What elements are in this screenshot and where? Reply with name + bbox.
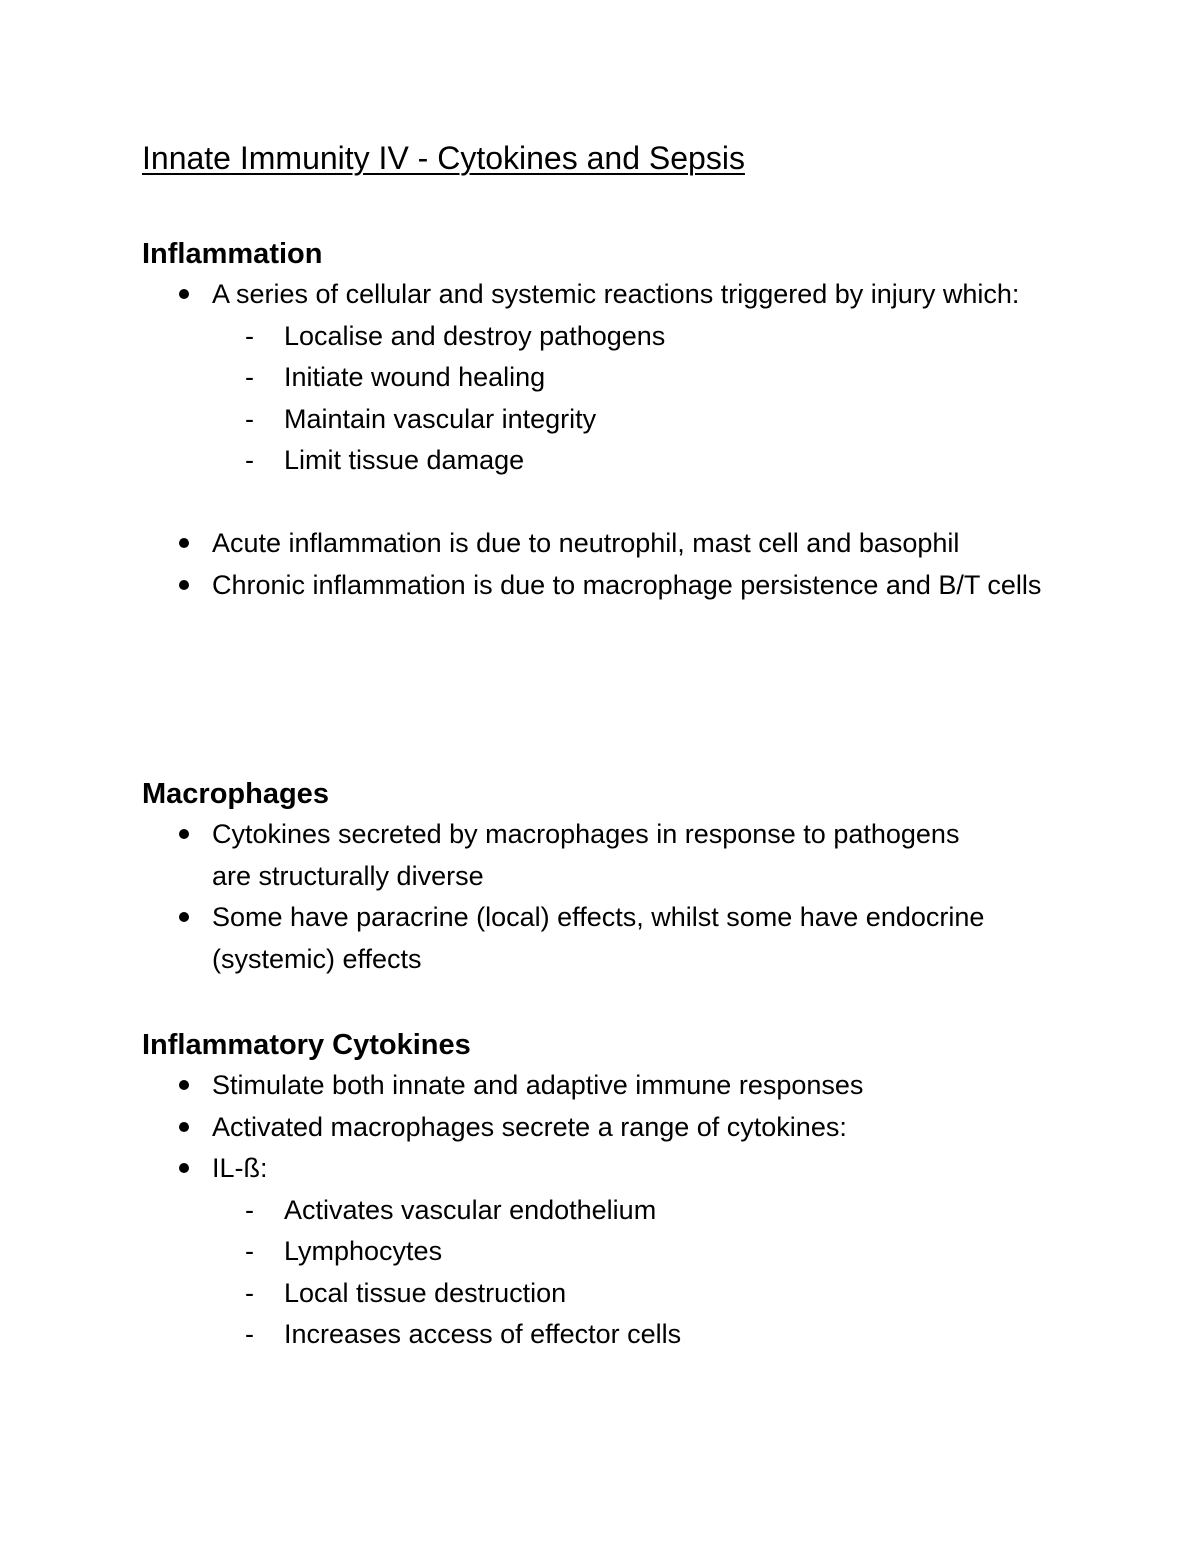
bullet-item (142, 897, 1032, 980)
dash-glyph: - (245, 362, 254, 392)
sub-list-container (142, 316, 1082, 482)
section-inflammation (142, 234, 1082, 606)
section-heading: Inflammation (142, 238, 323, 270)
dash-item (212, 1190, 1082, 1232)
bullet-dot-icon (179, 1080, 189, 1090)
dash-glyph: - (245, 1194, 254, 1225)
dash-text: Limit tissue damage (284, 445, 525, 475)
bullet-item (142, 1065, 1112, 1107)
dash-item (212, 399, 1082, 441)
bullet-text: A series of cellular and systemic reactions triggered by injury which: (212, 279, 1020, 309)
bullet-text: Some have paracrine (local) effects, whilst some have endocrine (systemic) effects (212, 902, 985, 974)
dash-glyph: - (245, 403, 254, 434)
bullet-dot-icon (179, 538, 189, 548)
dash-item (212, 1231, 1082, 1273)
bullet-list (142, 274, 1082, 606)
bullet-text: Cytokines secreted by macrophages in response to pathogens are structurally diverse (212, 819, 960, 891)
dash-glyph: - (245, 1319, 254, 1349)
section-inflammatory-cytokines (142, 1025, 1082, 1356)
bullet-item (142, 1107, 1112, 1149)
dash-glyph: - (245, 1236, 254, 1266)
bullet-dot-icon (179, 1163, 189, 1173)
bullet-list (142, 1065, 1082, 1356)
section-macrophages (142, 774, 1082, 980)
bullet-text: Chronic inflammation is due to macrophage persistence and B/T cells (212, 569, 1042, 600)
dash-glyph: - (245, 1277, 254, 1308)
dash-text: Lymphocytes (284, 1236, 443, 1266)
bullet-dot-icon (179, 580, 189, 590)
bullet-dot-icon (179, 289, 189, 299)
bullet-item (142, 523, 992, 565)
dash-item (212, 440, 1082, 482)
dash-text: Maintain vascular integrity (284, 403, 597, 434)
dash-text: Activates vascular endothelium (284, 1194, 657, 1225)
bullet-text: Stimulate both innate and adaptive immune responses (212, 1070, 864, 1100)
bullet-text: Activated macrophages secrete a range of cytokines: (212, 1111, 847, 1142)
section-heading: Macrophages (142, 778, 329, 810)
dash-item (212, 1314, 1082, 1356)
dash-item (212, 1273, 1082, 1315)
page-title: Innate Immunity IV - Cytokines and Sepsis (142, 140, 745, 176)
bullet-dot-icon (179, 829, 189, 839)
sub-list-container (142, 1190, 1082, 1356)
dash-list (142, 316, 1082, 482)
bullet-dot-icon (179, 912, 189, 922)
section-heading: Inflammatory Cytokines (142, 1029, 471, 1061)
bullet-item (142, 1148, 1112, 1190)
dash-text: Local tissue destruction (284, 1277, 567, 1308)
bullet-dot-icon (179, 1122, 189, 1132)
bullet-item (142, 274, 1082, 316)
bullet-item (142, 565, 1082, 607)
dash-item (212, 316, 1082, 358)
dash-text: Initiate wound healing (284, 362, 546, 392)
dash-text: Localise and destroy pathogens (284, 320, 666, 351)
dash-glyph: - (245, 320, 254, 351)
bullet-item (142, 814, 992, 897)
dash-glyph: - (245, 445, 254, 475)
blank-line (142, 482, 1082, 524)
dash-text: Increases access of effector cells (284, 1319, 682, 1349)
bullet-text: IL-ß: (212, 1153, 268, 1183)
bullet-text: Acute inflammation is due to neutrophil, mast cell and basophil (212, 528, 960, 558)
bullet-list (142, 814, 1082, 980)
dash-item (212, 357, 1082, 399)
dash-list (142, 1190, 1082, 1356)
